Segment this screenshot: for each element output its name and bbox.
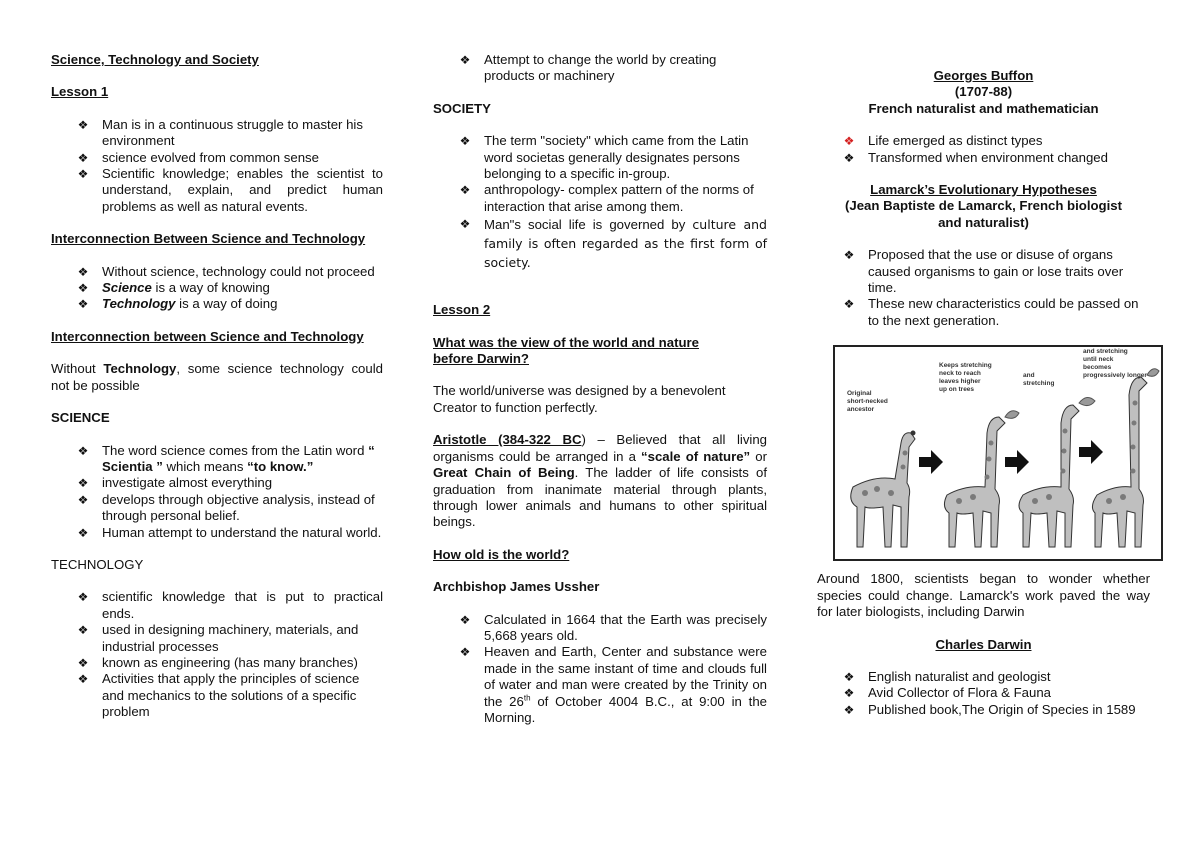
column-2 [433, 52, 767, 726]
ussher-heading: Archbishop James Ussher [433, 579, 600, 595]
lamarck-heading: Lamarck’s Evolutionary Hypotheses [870, 182, 1097, 198]
list-item: ❖ Life emerged as distinct types [843, 133, 1043, 149]
bullet-icon: ❖ [843, 669, 855, 684]
list-item: ❖ Heaven and Earth, Center and substance were made in the same instant of time and clouds full of water and man were created by the Trinity on the 26th of October 4004 B.C., at 9:00 in the Morning. [459, 644, 767, 725]
document-title: Science, Technology and Society [51, 52, 259, 67]
list-item: ❖ The term "society" which came from the Latin word societas generally designates persons belonging to a specific in-group. [459, 133, 749, 182]
bullet-icon: ❖ [77, 623, 89, 638]
bullet-icon: ❖ [77, 150, 89, 165]
bullet-icon: ❖ [77, 167, 89, 182]
list-item: ❖ Transformed when environment changed [843, 149, 1108, 165]
list-item: ❖ Avid Collector of Flora & Fauna [843, 685, 1052, 701]
bullet-icon: ❖ [459, 612, 471, 627]
lamarck-subheading: (Jean Baptiste de Lamarck, French biologist and naturalist) [844, 198, 1122, 230]
aristotle-paragraph: Aristotle (384-322 BC) – Believed that all living organisms could be arranged in a “scale of nature” or Great Chain of Being. The ladder of life consists of graduation from inanimate material through plants, through lower animals and humans to other spiritual beings. [433, 432, 768, 530]
bullet-icon: ❖ [77, 281, 89, 296]
list-item: ❖ investigate almost everything [77, 475, 273, 491]
interconnection-heading-2: Interconnection between Science and Technology [51, 328, 364, 344]
interconnection-text: Without Technology, some science technology could not be possible [51, 361, 383, 393]
interconnection-heading-1: Interconnection Between Science and Technology [51, 231, 366, 247]
figure-label: Original [847, 390, 872, 398]
list-item: ❖ English naturalist and geologist [843, 668, 1051, 684]
around-1800-text: Around 1800, scientists began to wonder whether species could change. Lamarck's work paved the way for later biologists, including Darwin [817, 571, 1150, 620]
list-item: ❖ scientific knowledge that is put to practical ends. [77, 589, 383, 621]
list-item: ❖ Man is in a continuous struggle to master his environment [77, 116, 363, 149]
bullet-icon: ❖ [77, 264, 89, 279]
giraffe-1-icon [851, 431, 915, 547]
list-item: ❖ Science is a way of knowing [77, 280, 270, 296]
bullet-icon: ❖ [459, 183, 471, 198]
list-item: ❖ Technology is a way of doing [77, 296, 278, 312]
bullet-icon: ❖ [459, 217, 471, 232]
lesson1-heading: Lesson 1 [51, 84, 109, 100]
bullet-icon: ❖ [77, 672, 89, 687]
bullet-icon: ❖ [459, 645, 471, 660]
figure-label: becomes [1083, 364, 1112, 372]
figure-label: and stretching [1083, 348, 1128, 356]
list-item: ❖ develops through objective analysis, instead of through personal belief. [77, 491, 375, 524]
bullet-icon: ❖ [843, 150, 855, 165]
ussher-list [433, 612, 767, 727]
list-item: ❖ Calculated in 1664 that the Earth was precisely 5,668 years old. [459, 611, 767, 643]
bullet-icon: ❖ [459, 53, 471, 67]
buffon-years: (1707-88) [954, 84, 1013, 100]
list-item: ❖ Proposed that the use or disuse of organs caused organisms to gain or lose traits over time. [843, 247, 1124, 296]
bullet-icon: ❖ [77, 443, 89, 458]
darwin-list [817, 669, 1150, 718]
buffon-name: Georges Buffon [933, 68, 1034, 83]
figure-label: progressively longer [1083, 372, 1147, 380]
science-heading: SCIENCE [51, 410, 110, 426]
list-item: ❖ Scientific knowledge; enables the scientist to understand, explain, and predict human problems as well as natural events. [77, 166, 383, 214]
technology-list [51, 589, 383, 720]
column-1 [51, 52, 383, 721]
bullet-icon: ❖ [77, 297, 89, 312]
bullet-icon: ❖ [843, 702, 855, 717]
view-heading: What was the view of the world and nature before Darwin? [433, 334, 699, 367]
arrow-icons [919, 440, 1103, 474]
figure-label: Keeps stretching [939, 362, 992, 370]
list-item: ❖ Without science, technology could not proceed [77, 263, 375, 279]
list-item: ❖ Human attempt to understand the natural world. [77, 524, 382, 540]
interconnection-list [51, 264, 383, 313]
darwin-heading: Charles Darwin [935, 636, 1032, 652]
buffon-role: French naturalist and mathematician [868, 100, 1099, 116]
bullet-icon: ❖ [459, 134, 471, 149]
bullet-icon: ❖ [77, 525, 89, 540]
science-list [51, 443, 383, 541]
giraffe-4-icon [1092, 377, 1147, 547]
bullet-icon: ❖ [77, 655, 89, 670]
giraffe-2-icon [944, 417, 1005, 547]
bullet-icon: ❖ [843, 297, 855, 312]
technology-heading: TECHNOLOGY [51, 556, 144, 572]
technology-list-continued [433, 52, 767, 85]
lesson2-heading: Lesson 2 [433, 302, 491, 318]
giraffe-evolution-figure [833, 345, 1163, 561]
figure-label: ancestor [847, 406, 875, 414]
how-old-heading: How old is the world? [433, 546, 570, 562]
figure-label: stretching [1023, 380, 1055, 388]
list-item: ❖ used in designing machinery, materials, and industrial processes [77, 622, 359, 654]
list-item: ❖ known as engineering (has many branches) [77, 654, 358, 670]
column-3 [817, 68, 1150, 718]
lesson1-list [51, 117, 383, 215]
bullet-icon: ❖ [77, 492, 89, 507]
lamarck-list [817, 247, 1150, 329]
bullet-icon: ❖ [843, 248, 855, 263]
list-item: ❖ These new characteristics could be passed on to the next generation. [843, 296, 1139, 328]
figure-label: up on trees [939, 386, 975, 394]
list-item: ❖ Published book,The Origin of Species in 1589 [843, 701, 1136, 717]
bullet-icon: ❖ [77, 117, 89, 132]
giraffe-illustration [835, 347, 1161, 559]
list-item: ❖ Man"s social life is governed by culture and family is often regarded as the first form of society. [459, 217, 767, 271]
list-item: ❖ anthropology- complex pattern of the norms of interaction that arise among them. [459, 182, 754, 214]
list-item: ❖ The word science comes from the Latin word “ Scientia ” which means “to know.” [77, 442, 375, 474]
bullet-icon: ❖ [77, 476, 89, 491]
world-text: The world/universe was designed by a benevolent Creator to function perfectly. [433, 383, 726, 415]
figure-label: leaves higher [939, 378, 981, 386]
list-item: ❖ science evolved from common sense [77, 149, 319, 165]
list-item: ❖ Activities that apply the principles of science and mechanics to the solutions of a specific problem [77, 671, 360, 720]
figure-label: until neck [1083, 356, 1114, 364]
bullet-icon: ❖ [843, 686, 855, 701]
list-item: ❖ Attempt to change the world by creating products or machinery [459, 52, 717, 84]
society-list [433, 133, 767, 272]
figure-label: and [1023, 372, 1035, 380]
bullet-icon: ❖ [77, 590, 89, 605]
buffon-list [817, 133, 1150, 166]
bullet-icon: ❖ [843, 134, 855, 149]
figure-label: short-necked [847, 398, 888, 406]
figure-label: neck to reach [939, 370, 981, 378]
society-heading: SOCIETY [433, 100, 491, 116]
giraffe-3-icon [1019, 405, 1079, 547]
